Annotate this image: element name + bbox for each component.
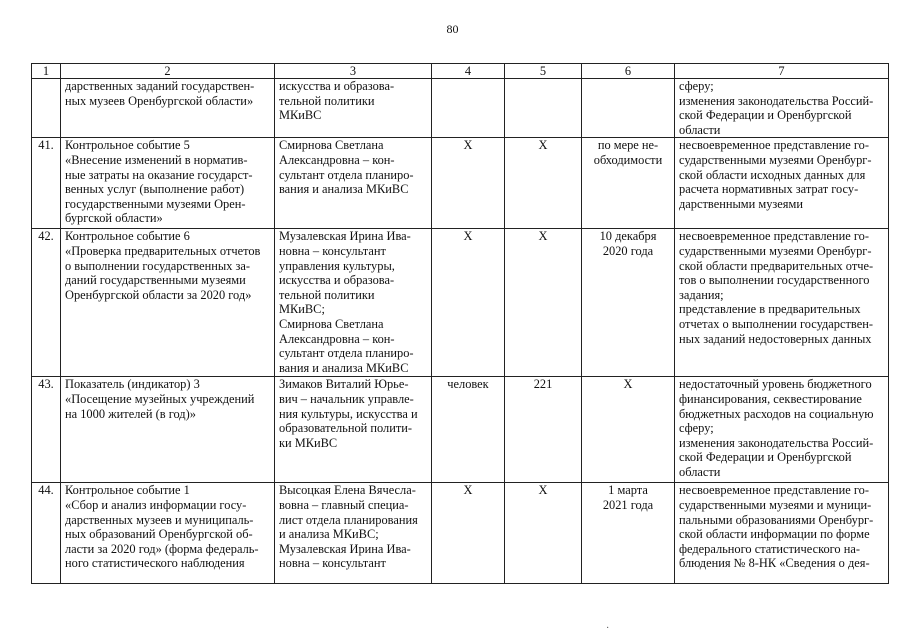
cell-event [61,377,275,483]
text-line: даний государственными музеями [65,273,246,288]
text-line: вич – начальник управле- [279,391,414,406]
column-number-7: 7 [675,64,889,79]
text-line: вовна – главный специа- [279,497,409,512]
text-line: Музалевская Ирина Ива- [279,229,411,244]
text-line: области [679,122,721,137]
text-line: сферу; [679,421,714,436]
text-line: МКиВС [279,108,322,123]
text-line: ласти за 2020 год» (форма федераль- [65,541,259,556]
column-number-5: 5 [505,64,582,79]
text-line: блюдения № 8-НК «Сведения о дея- [679,556,870,571]
text-line: финансирования, секвестирование [679,391,862,406]
text-line: ния культуры, искусства и [279,406,418,421]
text-line: о выполнении государственных за- [65,258,251,273]
text-line: вания и анализа МКиВС [279,182,409,197]
text-line: задания; [679,287,724,302]
text-line: Контрольное событие 1 [65,483,190,498]
column-number-1: 1 [32,64,61,79]
cell-number [32,79,61,138]
cell-unit: Х [432,229,505,377]
cell-unit: Х [432,138,505,229]
text-line: новна – консультант [279,243,386,258]
table-row [32,483,889,584]
cell-unit: Х [432,483,505,584]
text-line: государственными музеями Орен- [65,196,246,211]
cell-responsible [275,138,432,229]
cell-responsible [275,377,432,483]
cell-risks [675,483,889,584]
plan-table [31,63,889,584]
text-line: «Сбор и анализ информации госу- [65,497,247,512]
text-line: вания и анализа МКиВС [279,360,409,375]
text-line: Александровна – кон- [279,152,395,167]
text-line: сультант отдела планиро- [279,167,414,182]
text-line: Зимаков Виталий Юрье- [279,377,409,392]
text-line: ные затраты на оказание государст- [65,167,253,182]
text-line: Музалевская Ирина Ива- [279,541,411,556]
cell-risks [675,377,889,483]
cell-value: Х [505,138,582,229]
cell-deadline [582,138,675,229]
cell-value: 221 [505,377,582,483]
text-line: расчета нормативных затрат госу- [679,182,859,197]
text-line: тельной политики [279,93,375,108]
cell-event [61,79,275,138]
text-line: Оренбургской области за 2020 год» [65,287,252,302]
column-number-6: 6 [582,64,675,79]
text-line: ской области предварительных отче- [679,258,874,273]
text-line: дарственных музеев и муниципаль- [65,512,254,527]
column-number-3: 3 [275,64,432,79]
cell-deadline [582,229,675,377]
text-line: ных музеев Оренбургской области» [65,93,254,108]
text-line: ных заданий недостоверных данных [679,331,872,346]
column-number-2: 2 [61,64,275,79]
text-line: Смирнова Светлана [279,138,384,153]
cell-responsible [275,483,432,584]
text-line: отчетах о выполнении государствен- [679,316,873,331]
text-line: ской области исходных данных для [679,167,866,182]
cell-value: Х [505,229,582,377]
text-line: Показатель (индикатор) 3 [65,377,200,392]
table-header-row [32,64,889,79]
text-line: пальными образованиями Оренбург- [679,512,874,527]
text-line: Высоцкая Елена Вячесла- [279,483,416,498]
text-line: Контрольное событие 5 [65,138,190,153]
text-line: Александровна – кон- [279,331,395,346]
text-line: сударственными музеями и муници- [679,497,872,512]
text-line: ных образований Оренбургской об- [65,527,253,542]
table-row [32,138,889,229]
cell-value [505,79,582,138]
text-line: и анализа МКиВС; [279,527,379,542]
cell-number: 44. [32,483,61,584]
page-number: 80 [446,22,459,36]
table-row [32,377,889,483]
text-line: обходимости [593,152,663,167]
cell-event [61,138,275,229]
text-line: представление в предварительных [679,302,861,317]
text-line: Контрольное событие 6 [65,229,190,244]
text-line: управления культуры, [279,258,395,273]
cell-responsible [275,229,432,377]
text-line: несвоевременное представление го- [679,483,869,498]
text-line: ской Федерации и Оренбургской [679,450,852,465]
cell-value: Х [505,483,582,584]
text-line: ного статистического наблюдения [65,556,245,571]
cell-responsible [275,79,432,138]
cell-unit: человек [432,377,505,483]
column-number-4: 4 [432,64,505,79]
table-row [32,229,889,377]
cell-deadline [582,483,675,584]
text-line: тов о выполнении государственного [679,273,870,288]
scan-mark: · [606,623,610,634]
cell-number: 41. [32,138,61,229]
text-line: искусства и образова- [279,273,395,288]
text-line: 10 декабря [599,229,657,244]
text-line: изменения законодательства Россий- [679,93,874,108]
text-line: 2021 года [602,497,654,512]
text-line: Смирнова Светлана [279,316,384,331]
text-line: федерального статистического на- [679,541,860,556]
text-line: бургской области» [65,211,163,226]
text-line: Х [623,377,633,392]
text-line: новна – консультант [279,556,386,571]
text-line: недостаточный уровень бюджетного [679,377,872,392]
text-line: дарственных заданий государствен- [65,79,255,93]
text-line: ской Федерации и Оренбургской [679,108,852,123]
text-line: «Посещение музейных учреждений [65,391,255,406]
cell-deadline [582,377,675,483]
cell-unit [432,79,505,138]
text-line: образовательной полити- [279,421,413,436]
text-line: МКиВС; [279,302,325,317]
text-line: сударственными музеями Оренбург- [679,243,872,258]
text-line: дарственными музеями [679,196,803,211]
text-line: сферу; [679,79,714,93]
text-line: тельной политики [279,287,375,302]
text-line: «Проверка предварительных отчетов [65,243,261,258]
text-line: ской области информации по форме [679,527,870,542]
cell-number: 43. [32,377,61,483]
text-line: сударственными музеями Оренбург- [679,152,872,167]
text-line: ки МКиВС [279,435,338,450]
cell-risks [675,138,889,229]
text-line: сультант отдела планиро- [279,346,414,361]
table-row-continuation [32,79,889,138]
text-line: несвоевременное представление го- [679,138,869,153]
cell-deadline [582,79,675,138]
text-line: искусства и образова- [279,79,395,93]
text-line: изменения законодательства Россий- [679,435,874,450]
text-line: 2020 года [602,243,654,258]
text-line: венных услуг (выполнение работ) [65,182,245,197]
text-line: лист отдела планирования [279,512,418,527]
text-line: несвоевременное представление го- [679,229,869,244]
text-line: на 1000 жителей (в год)» [65,406,196,421]
text-line: бюджетных расходов на социальную [679,406,874,421]
cell-risks [675,79,889,138]
cell-event [61,483,275,584]
cell-risks [675,229,889,377]
text-line: области [679,464,721,479]
cell-event [61,229,275,377]
text-line: по мере не- [597,138,659,153]
text-line: 1 марта [608,483,648,498]
text-line: «Внесение изменений в норматив- [65,152,248,167]
cell-number: 42. [32,229,61,377]
